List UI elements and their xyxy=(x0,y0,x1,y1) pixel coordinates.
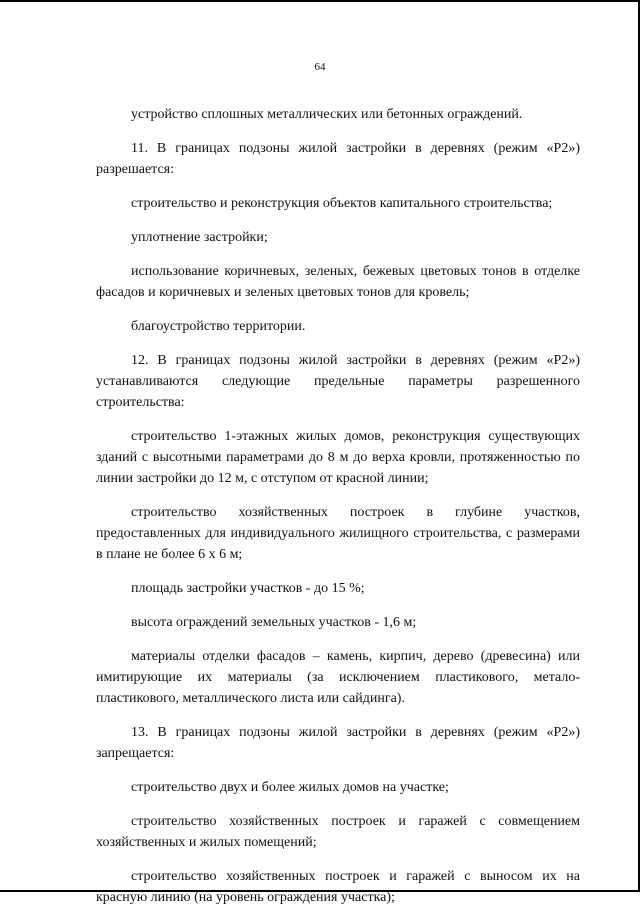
document-body xyxy=(96,104,580,921)
paragraph: устройство сплошных металлических или бетонных ограждений. xyxy=(131,107,523,122)
scan-border-top xyxy=(0,0,640,2)
list-item: использование коричневых, зеленых, бежевых цветовых тонов в отделке фасадов и коричневых и зеленых цветовых тонов для кровель; xyxy=(96,264,580,300)
page-number: 64 xyxy=(314,61,326,73)
list-item: благоустройство территории. xyxy=(131,319,306,334)
section-13-heading: 13. В границах подзоны жилой застройки в деревнях (режим «Р2») запрещается: xyxy=(96,725,580,761)
list-item: строительство двух и более жилых домов на участке; xyxy=(131,780,449,795)
list-item: строительство хозяйственных построек и гаражей с выносом их на красную линию (на уровень ограждения участка); xyxy=(96,869,580,905)
list-item: строительство и реконструкция объектов капитального строительства; xyxy=(131,196,553,211)
list-item: материалы отделки фасадов – камень, кирпич, дерево (древесина) или имитирующие их материалы (за исключением пластикового, метало-пластикового, металлического листа или сайдинга). xyxy=(96,649,580,706)
list-item: строительство хозяйственных построек в глубине участков, предоставленных для индивидуального жилищного строительства, с размерами в плане не более 6 х 6 м; xyxy=(96,505,580,562)
section-12-heading: 12. В границах подзоны жилой застройки в деревнях (режим «Р2») устанавливаются следующие предельные параметры разрешенного строительства: xyxy=(96,353,580,410)
list-item: строительство хозяйственных построек и гаражей с совмещением хозяйственных и жилых помещений; xyxy=(96,814,580,850)
list-item: высота ограждений земельных участков - 1,6 м; xyxy=(131,615,417,630)
list-item: уплотнение застройки; xyxy=(131,230,268,245)
section-11-heading: 11. В границах подзоны жилой застройки в деревнях (режим «Р2») разрешается: xyxy=(96,141,580,177)
list-item: строительство 1-этажных жилых домов, реконструкция существующих зданий с высотными параметрами до 8 м до верха кровли, протяженностью по линии застройки до 12 м, с отступом от красной линии; xyxy=(96,429,580,486)
list-item: площадь застройки участков - до 15 %; xyxy=(131,581,365,596)
